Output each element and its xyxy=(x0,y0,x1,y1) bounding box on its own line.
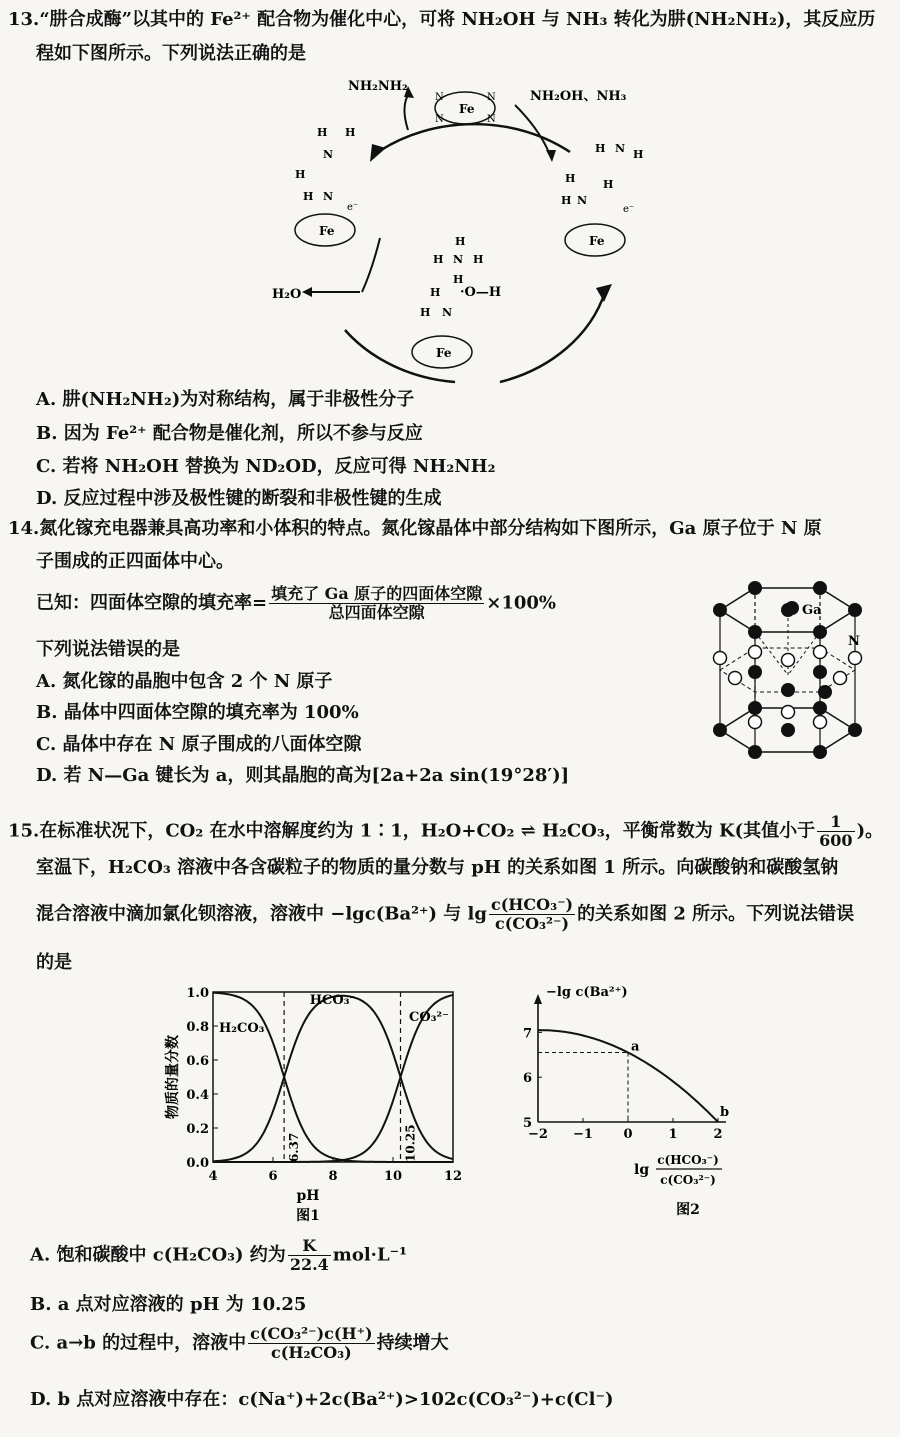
q15-option-b[interactable]: B. a 点对应溶液的 pH 为 10.25 xyxy=(30,1294,307,1315)
q15-stem-line4: 的是 xyxy=(36,952,72,973)
svg-text:Fe: Fe xyxy=(436,346,452,360)
x-tick-label: 0 xyxy=(623,1127,633,1142)
ga-atom xyxy=(813,581,827,595)
y-tick-label: 0.4 xyxy=(186,1088,209,1103)
q14-option-a[interactable]: A. 氮化镓的晶胞中包含 2 个 N 原子 xyxy=(36,671,333,692)
ga-atom xyxy=(748,581,762,595)
y-tick-label: 0.8 xyxy=(186,1020,209,1035)
q14-option-c[interactable]: C. 晶体中存在 N 原子围成的八面体空隙 xyxy=(36,734,362,755)
svg-text:H: H xyxy=(430,286,441,299)
q13-stem-line2: 程如下图所示。下列说法正确的是 xyxy=(36,43,306,64)
q15-option-c[interactable]: C. a→b 的过程中，溶液中 $\frac{\text{c(CO₃²⁻)c(H⁺)}}{\text{c(H₂CO₃)}}$ 持续增大 xyxy=(30,1324,449,1362)
ga-atom xyxy=(813,665,827,679)
q13-option-b[interactable]: B. 因为 Fe²⁺ 配合物是催化剂，所以不参与反应 xyxy=(36,423,423,444)
x-tick-label: 4 xyxy=(208,1169,218,1184)
ga-atom xyxy=(848,603,862,617)
q15-figure2-chart xyxy=(500,980,770,1220)
y-tick-label: 0.6 xyxy=(186,1054,209,1069)
q15-stem-line2: 室温下，H₂CO₃ 溶液中各含碳粒子的物质的量分数与 pH 的关系如图 1 所示。向碳酸钠和碳酸氢钠 xyxy=(36,857,839,878)
ga-atom xyxy=(813,745,827,759)
svg-text:H: H xyxy=(455,235,466,248)
svg-text:e⁻: e⁻ xyxy=(623,204,635,215)
x-tick-label: 12 xyxy=(443,1169,463,1184)
series-label-h2co3: H₂CO₃ xyxy=(219,1021,265,1036)
series-label-hco3: HCO₃⁻ xyxy=(309,992,357,1008)
x-tick-label: 10 xyxy=(383,1169,403,1184)
y-tick-label: 0.2 xyxy=(186,1122,209,1137)
ga-atom xyxy=(713,603,727,617)
fe-complex-left xyxy=(295,126,358,246)
svg-text:N: N xyxy=(487,114,496,125)
svg-text:Fe: Fe xyxy=(459,102,475,116)
q13-product-label: NH₂NH₂ xyxy=(348,79,408,94)
q13-option-c[interactable]: C. 若将 NH₂OH 替换为 ND₂OD，反应可得 NH₂NH₂ xyxy=(36,456,496,477)
y-tick-label: 0.0 xyxy=(186,1156,209,1171)
svg-text:N: N xyxy=(323,190,334,203)
ga-atom xyxy=(813,701,827,715)
ga-atom xyxy=(748,625,762,639)
svg-text:H: H xyxy=(317,126,328,139)
svg-text:N: N xyxy=(435,92,444,103)
n-atom xyxy=(814,716,827,729)
q13-reactant-label: NH₂OH、NH₃ xyxy=(530,89,627,104)
q15-option-a[interactable]: A. 饱和碳酸中 c(H₂CO₃) 约为 $\frac{K}{22.4}$ mol·L⁻¹ xyxy=(30,1236,407,1274)
y-tick-label: 1.0 xyxy=(186,986,209,1001)
y-axis-arrow xyxy=(534,994,542,1004)
svg-text:N: N xyxy=(487,92,496,103)
n-atom xyxy=(714,652,727,665)
figure-caption: 图2 xyxy=(676,1202,700,1218)
x-tick-label: 6 xyxy=(268,1169,278,1184)
series-label-co3: CO₃²⁻ xyxy=(409,1009,449,1025)
svg-text:H: H xyxy=(603,178,614,191)
point-a-label: a xyxy=(631,1039,640,1055)
svg-text:H: H xyxy=(295,168,306,181)
x-tick-label: 1 xyxy=(668,1127,678,1142)
x-tick-label: −1 xyxy=(573,1127,593,1142)
svg-text:Fe: Fe xyxy=(589,234,605,248)
svg-text:H: H xyxy=(561,194,572,207)
q15-option-d[interactable]: D. b 点对应溶液中存在：c(Na⁺)+2c(Ba²⁺)>102c(CO₃²⁻)+c(Cl⁻) xyxy=(30,1389,614,1410)
svg-text:N: N xyxy=(453,253,464,266)
q13-option-a[interactable]: A. 肼(NH₂NH₂)为对称结构，属于非极性分子 xyxy=(36,389,415,410)
svg-text:H: H xyxy=(453,273,464,286)
x-tick-label: −2 xyxy=(528,1127,548,1142)
pka-label: 10.25 xyxy=(403,1124,418,1162)
svg-text:N: N xyxy=(615,142,626,155)
q14-gan-crystal-structure xyxy=(680,570,890,780)
legend-n-label: N xyxy=(848,634,860,649)
ga-atom xyxy=(748,745,762,759)
n-atom xyxy=(782,706,795,719)
svg-text:Fe: Fe xyxy=(319,224,335,238)
n-atom xyxy=(834,672,847,685)
q13-water-label: H₂O xyxy=(272,287,302,302)
q14-known-formula: 已知：四面体空隙的填充率= $\frac{\text{填充了 Ga 原子的四面体空隙}}{\text{总四面体空隙}}$ ×100% xyxy=(36,584,557,622)
ga-atom xyxy=(813,625,827,639)
figure-caption: 图1 xyxy=(296,1208,320,1224)
svg-text:N: N xyxy=(435,114,444,125)
ga-atom xyxy=(848,723,862,737)
y-tick-label: 6 xyxy=(522,1071,532,1087)
n-atom xyxy=(749,716,762,729)
fe-complex-right xyxy=(561,142,643,256)
svg-text:N: N xyxy=(442,306,453,319)
svg-text:H: H xyxy=(433,253,444,266)
q14-stem-line2: 子围成的正四面体中心。 xyxy=(36,551,234,572)
x-axis-label-numerator: c(HCO₃⁻) xyxy=(657,1153,719,1167)
q14-option-b[interactable]: B. 晶体中四面体空隙的填充率为 100% xyxy=(36,702,359,723)
n-atom xyxy=(729,672,742,685)
svg-text:H: H xyxy=(633,148,644,161)
svg-text:H: H xyxy=(345,126,356,139)
n-atom xyxy=(749,646,762,659)
n-atom xyxy=(814,646,827,659)
ga-atom xyxy=(818,685,832,699)
q13-stem-line1: 13.“肼合成酶”以其中的 Fe²⁺ 配合物为催化中心，可将 NH₂OH 与 NH₃ 转化为肼(NH₂NH₂)，其反应历 xyxy=(8,9,876,30)
q15-figure1-chart xyxy=(155,980,475,1230)
svg-text:e⁻: e⁻ xyxy=(347,202,359,213)
svg-text:H: H xyxy=(420,306,431,319)
svg-text:H: H xyxy=(303,190,314,203)
q14-stem-line1: 14.氮化镓充电器兼具高功率和小体积的特点。氮化镓晶体中部分结构如下图所示，Ga 原子位于 N 原 xyxy=(8,518,822,539)
y-axis-label: 物质的量分数 xyxy=(165,1035,181,1119)
q15-stem-line1: 15.在标准状况下，CO₂ 在水中溶解度约为 1∶1，H₂O+CO₂ ⇌ H₂CO₃，平衡常数为 K(其值小于 $\frac{1}{600}$ )。 xyxy=(8,812,884,850)
q13-reaction-cycle-diagram xyxy=(250,70,690,390)
q14-question: 下列说法错误的是 xyxy=(36,639,180,660)
q15-stem-line3: 混合溶液中滴加氯化钡溶液，溶液中 −lgc(Ba²⁺) 与 lg $\frac{\text{c(HCO₃⁻)}}{\text{c(CO₃²⁻)}}$ 的关系如图 2 所示。下列说法错误 xyxy=(36,895,855,933)
svg-text:N: N xyxy=(577,194,588,207)
point-b-label: b xyxy=(720,1105,730,1120)
svg-text:H: H xyxy=(473,253,484,266)
y-tick-label: 7 xyxy=(522,1026,532,1042)
q13-option-d[interactable]: D. 反应过程中涉及极性键的断裂和非极性键的生成 xyxy=(36,488,442,509)
q14-option-d[interactable]: D. 若 N—Ga 键长为 a，则其晶胞的高为[2a+2a sin(19°28′)] xyxy=(36,765,570,786)
x-axis-label-denominator: c(CO₃²⁻) xyxy=(660,1173,716,1187)
ga-atom xyxy=(713,723,727,737)
x-tick-label: 2 xyxy=(713,1127,723,1142)
ga-atom xyxy=(781,683,795,697)
x-axis-label-prefix: lg xyxy=(634,1162,650,1178)
q13-hydroxyl-fragment-label: ·O—H xyxy=(460,285,502,300)
svg-text:N: N xyxy=(323,148,334,161)
svg-text:H: H xyxy=(565,172,576,185)
ga-atom xyxy=(748,701,762,715)
pka-label: 6.37 xyxy=(287,1132,302,1162)
ga-atom xyxy=(781,723,795,737)
x-axis-label: pH xyxy=(296,1188,320,1204)
legend-ga-label: Ga xyxy=(802,603,822,618)
y-axis-label: −lg c(Ba²⁺) xyxy=(546,985,628,1000)
y-tick-label: 5 xyxy=(522,1116,532,1131)
legend-ga-dot xyxy=(785,601,799,615)
n-atom xyxy=(849,652,862,665)
fe-complex-top xyxy=(435,92,496,125)
n-atom xyxy=(782,654,795,667)
svg-text:H: H xyxy=(595,142,606,155)
x-tick-label: 8 xyxy=(328,1169,338,1184)
ammonia-molecule xyxy=(433,235,483,286)
ga-atom xyxy=(748,665,762,679)
